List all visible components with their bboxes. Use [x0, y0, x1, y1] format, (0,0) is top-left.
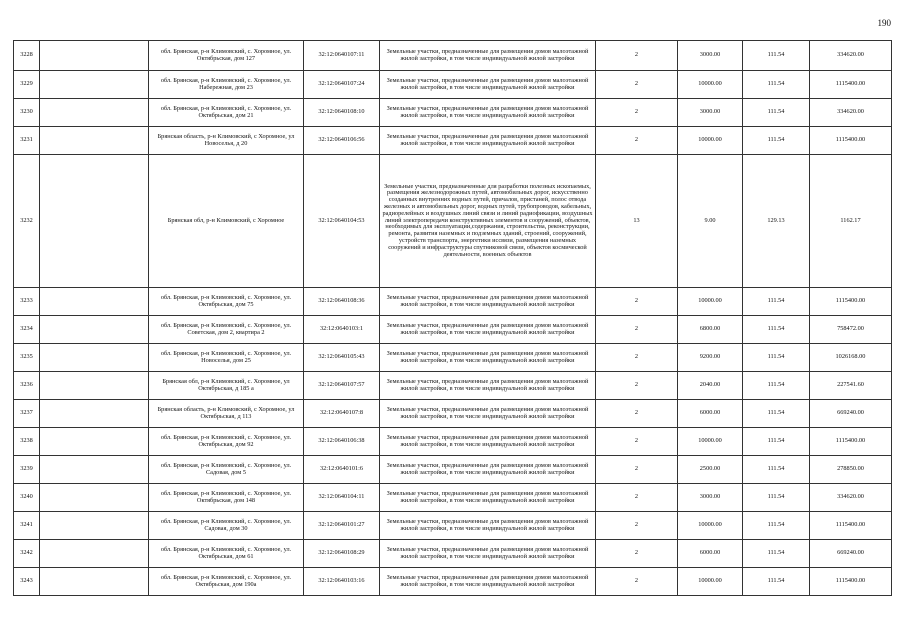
category-cell: 2 [596, 99, 678, 127]
empty-cell [40, 41, 149, 71]
area-cell: 6000.00 [678, 400, 743, 428]
area-cell: 2500.00 [678, 456, 743, 484]
land-use-cell: Земельные участки, предназначенные для размещения домов малоэтажной жилой застройки, в том числе индивидуальной жилой застройки [380, 540, 596, 568]
address-cell: обл. Брянская, р-н Климовский, с. Хоромное, ул. Новоселья, дом 25 [149, 344, 304, 372]
table-row [14, 99, 892, 127]
area-cell: 10000.00 [678, 288, 743, 316]
table-row [14, 41, 892, 71]
empty-cell [40, 512, 149, 540]
row-number-cell: 3233 [14, 288, 40, 316]
cadastral-number-cell: 32:12:0640101:6 [304, 456, 380, 484]
land-use-cell: Земельные участки, предназначенные для размещения домов малоэтажной жилой застройки, в том числе индивидуальной жилой застройки [380, 71, 596, 99]
category-cell: 2 [596, 316, 678, 344]
row-number-cell: 3240 [14, 484, 40, 512]
rate-cell: 111.54 [743, 372, 810, 400]
rate-cell: 111.54 [743, 400, 810, 428]
table-row [14, 568, 892, 596]
row-number-cell: 3234 [14, 316, 40, 344]
category-cell: 2 [596, 428, 678, 456]
category-cell: 13 [596, 155, 678, 288]
table-row [14, 484, 892, 512]
cadastral-value-cell: 669240.00 [810, 540, 892, 568]
cadastral-number-cell: 32:12:0640107:57 [304, 372, 380, 400]
table-row [14, 512, 892, 540]
table-row [14, 155, 892, 288]
land-use-cell: Земельные участки, предназначенные для размещения домов малоэтажной жилой застройки, в том числе индивидуальной жилой застройки [380, 400, 596, 428]
land-use-cell: Земельные участки, предназначенные для размещения домов малоэтажной жилой застройки, в том числе индивидуальной жилой застройки [380, 127, 596, 155]
address-cell: обл. Брянская, р-н Климовский, с. Хоромное, ул. Октябрьская, дом 75 [149, 288, 304, 316]
table-row [14, 316, 892, 344]
table-row [14, 372, 892, 400]
cadastral-number-cell: 32:12:0640106:56 [304, 127, 380, 155]
rate-cell: 111.54 [743, 456, 810, 484]
rate-cell: 111.54 [743, 99, 810, 127]
land-use-cell: Земельные участки, предназначенные для размещения домов малоэтажной жилой застройки, в том числе индивидуальной жилой застройки [380, 41, 596, 71]
address-cell: обл. Брянская, р-н Климовский, с. Хоромное, ул. Октябрьская, дом 190а [149, 568, 304, 596]
cadastral-value-cell: 334620.00 [810, 99, 892, 127]
area-cell: 10000.00 [678, 127, 743, 155]
cadastral-value-cell: 1162.17 [810, 155, 892, 288]
area-cell: 6800.00 [678, 316, 743, 344]
category-cell: 2 [596, 288, 678, 316]
land-use-cell: Земельные участки, предназначенные для размещения домов малоэтажной жилой застройки, в том числе индивидуальной жилой застройки [380, 428, 596, 456]
area-cell: 10000.00 [678, 512, 743, 540]
rate-cell: 111.54 [743, 568, 810, 596]
cadastral-value-cell: 227541.60 [810, 372, 892, 400]
row-number-cell: 3235 [14, 344, 40, 372]
cadastral-number-cell: 32:12:0640108:36 [304, 288, 380, 316]
cadastral-value-cell: 1026168.00 [810, 344, 892, 372]
address-cell: обл. Брянская, р-н Климовский, с. Хоромное, ул. Октябрьская, дом 92 [149, 428, 304, 456]
cadastral-number-cell: 32:12:0640107:24 [304, 71, 380, 99]
cadastral-value-cell: 334620.00 [810, 484, 892, 512]
address-cell: Брянская обл, р-н Климовский, с. Хоромное, ул Октябрьская, д 185 а [149, 372, 304, 400]
category-cell: 2 [596, 512, 678, 540]
empty-cell [40, 288, 149, 316]
area-cell: 10000.00 [678, 568, 743, 596]
empty-cell [40, 540, 149, 568]
cadastral-number-cell: 32:12:0640105:43 [304, 344, 380, 372]
land-use-cell: Земельные участки, предназначенные для размещения домов малоэтажной жилой застройки, в том числе индивидуальной жилой застройки [380, 344, 596, 372]
rate-cell: 129.13 [743, 155, 810, 288]
area-cell: 9.00 [678, 155, 743, 288]
address-cell: обл. Брянская, р-н Климовский, с. Хоромное, ул. Октябрьская, дом 61 [149, 540, 304, 568]
cadastral-number-cell: 32:12:0640108:10 [304, 99, 380, 127]
category-cell: 2 [596, 372, 678, 400]
land-use-cell: Земельные участки, предназначенные для разработки полезных ископаемых, размещения железнодорожных путей, автомобильных дорог, искусственно созданных внутренних водных путей, причалов, пристаней, полос отвода железных и автомобильных дорог, водных путей, трубопроводов, кабельных, радиорелейных и воздушных линий связи и линий радиофикации, воздушных линий электропередачи конструктивных элементов и сооружений, объектов, необходимых для эксплуатации,содержания, строительства, реконструкции, ремонта, развития наземных и подземных зданий, строений, сооружений, устройств транспорта, энергетики иссвязи, размещения наземных сооружений и инфраструктуры спутниковой связи, объектов космической деятельности, военных объектов [380, 155, 596, 288]
cadastral-number-cell: 32:12:0640106:38 [304, 428, 380, 456]
table-row [14, 400, 892, 428]
cadastral-value-cell: 758472.00 [810, 316, 892, 344]
cadastral-value-cell: 1115400.00 [810, 71, 892, 99]
category-cell: 2 [596, 400, 678, 428]
land-use-cell: Земельные участки, предназначенные для размещения домов малоэтажной жилой застройки, в том числе индивидуальной жилой застройки [380, 456, 596, 484]
category-cell: 2 [596, 484, 678, 512]
empty-cell [40, 456, 149, 484]
address-cell: Брянская обл, р-н Климовский, с Хоромное [149, 155, 304, 288]
category-cell: 2 [596, 456, 678, 484]
rate-cell: 111.54 [743, 484, 810, 512]
land-registry-table [13, 40, 892, 596]
address-cell: обл. Брянская, р-н Климовский, с. Хоромное, ул. Октябрьская, дом 21 [149, 99, 304, 127]
category-cell: 2 [596, 41, 678, 71]
empty-cell [40, 372, 149, 400]
rate-cell: 111.54 [743, 71, 810, 99]
rate-cell: 111.54 [743, 512, 810, 540]
cadastral-number-cell: 32:12:0640103:1 [304, 316, 380, 344]
address-cell: обл. Брянская, р-н Климовский, с. Хоромное, ул. Советская, дом 2, квартира 2 [149, 316, 304, 344]
area-cell: 3000.00 [678, 484, 743, 512]
table-row [14, 288, 892, 316]
table-row [14, 540, 892, 568]
land-use-cell: Земельные участки, предназначенные для размещения домов малоэтажной жилой застройки, в том числе индивидуальной жилой застройки [380, 484, 596, 512]
row-number-cell: 3243 [14, 568, 40, 596]
area-cell: 10000.00 [678, 428, 743, 456]
row-number-cell: 3231 [14, 127, 40, 155]
category-cell: 2 [596, 540, 678, 568]
land-use-cell: Земельные участки, предназначенные для размещения домов малоэтажной жилой застройки, в том числе индивидуальной жилой застройки [380, 512, 596, 540]
rate-cell: 111.54 [743, 288, 810, 316]
row-number-cell: 3230 [14, 99, 40, 127]
category-cell: 2 [596, 127, 678, 155]
address-cell: обл. Брянская, р-н Климовский, с. Хоромное, ул. Набережная, дом 23 [149, 71, 304, 99]
row-number-cell: 3237 [14, 400, 40, 428]
cadastral-number-cell: 32:12:0640101:27 [304, 512, 380, 540]
rate-cell: 111.54 [743, 316, 810, 344]
cadastral-value-cell: 1115400.00 [810, 568, 892, 596]
cadastral-number-cell: 32:12:0640104:11 [304, 484, 380, 512]
cadastral-value-cell: 1115400.00 [810, 288, 892, 316]
empty-cell [40, 127, 149, 155]
empty-cell [40, 400, 149, 428]
page-number: 190 [877, 18, 891, 28]
table-body [14, 41, 892, 596]
empty-cell [40, 99, 149, 127]
cadastral-number-cell: 32:12:0640107:8 [304, 400, 380, 428]
cadastral-value-cell: 1115400.00 [810, 512, 892, 540]
cadastral-value-cell: 1115400.00 [810, 428, 892, 456]
cadastral-number-cell: 32:12:0640108:29 [304, 540, 380, 568]
cadastral-value-cell: 669240.00 [810, 400, 892, 428]
cadastral-number-cell: 32:12:0640103:16 [304, 568, 380, 596]
rate-cell: 111.54 [743, 127, 810, 155]
table-row [14, 428, 892, 456]
address-cell: обл. Брянская, р-н Климовский, с. Хоромное, ул. Садовая, дом 30 [149, 512, 304, 540]
cadastral-value-cell: 278850.00 [810, 456, 892, 484]
table-row [14, 127, 892, 155]
land-use-cell: Земельные участки, предназначенные для размещения домов малоэтажной жилой застройки, в том числе индивидуальной жилой застройки [380, 372, 596, 400]
row-number-cell: 3229 [14, 71, 40, 99]
cadastral-value-cell: 1115400.00 [810, 127, 892, 155]
row-number-cell: 3242 [14, 540, 40, 568]
table-row [14, 456, 892, 484]
cadastral-number-cell: 32:12:0640107:11 [304, 41, 380, 71]
row-number-cell: 3232 [14, 155, 40, 288]
empty-cell [40, 344, 149, 372]
area-cell: 10000.00 [678, 71, 743, 99]
address-cell: Брянская область, р-н Климовский, с Хоромное, ул Октябрьская, д 113 [149, 400, 304, 428]
category-cell: 2 [596, 71, 678, 99]
address-cell: обл. Брянская, р-н Климовский, с. Хоромное, ул. Октябрьская, дом 127 [149, 41, 304, 71]
row-number-cell: 3241 [14, 512, 40, 540]
cadastral-value-cell: 334620.00 [810, 41, 892, 71]
category-cell: 2 [596, 568, 678, 596]
empty-cell [40, 568, 149, 596]
empty-cell [40, 71, 149, 99]
row-number-cell: 3239 [14, 456, 40, 484]
rate-cell: 111.54 [743, 540, 810, 568]
area-cell: 3000.00 [678, 41, 743, 71]
address-cell: Брянская область, р-н Климовский, с Хоромное, ул Новоселья, д 20 [149, 127, 304, 155]
land-use-cell: Земельные участки, предназначенные для размещения домов малоэтажной жилой застройки, в том числе индивидуальной жилой застройки [380, 288, 596, 316]
area-cell: 6000.00 [678, 540, 743, 568]
rate-cell: 111.54 [743, 428, 810, 456]
address-cell: обл. Брянская, р-н Климовский, с. Хоромное, ул. Садовая, дом 5 [149, 456, 304, 484]
land-use-cell: Земельные участки, предназначенные для размещения домов малоэтажной жилой застройки, в том числе индивидуальной жилой застройки [380, 568, 596, 596]
land-use-cell: Земельные участки, предназначенные для размещения домов малоэтажной жилой застройки, в том числе индивидуальной жилой застройки [380, 316, 596, 344]
cadastral-number-cell: 32:12:0640104:53 [304, 155, 380, 288]
category-cell: 2 [596, 344, 678, 372]
row-number-cell: 3228 [14, 41, 40, 71]
rate-cell: 111.54 [743, 344, 810, 372]
area-cell: 9200.00 [678, 344, 743, 372]
table-row [14, 71, 892, 99]
table-row [14, 344, 892, 372]
empty-cell [40, 484, 149, 512]
empty-cell [40, 428, 149, 456]
land-use-cell: Земельные участки, предназначенные для размещения домов малоэтажной жилой застройки, в том числе индивидуальной жилой застройки [380, 99, 596, 127]
rate-cell: 111.54 [743, 41, 810, 71]
row-number-cell: 3236 [14, 372, 40, 400]
address-cell: обл. Брянская, р-н Климовский, с. Хоромное, ул. Октябрьская, дом 148 [149, 484, 304, 512]
area-cell: 3000.00 [678, 99, 743, 127]
empty-cell [40, 316, 149, 344]
area-cell: 2040.00 [678, 372, 743, 400]
empty-cell [40, 155, 149, 288]
row-number-cell: 3238 [14, 428, 40, 456]
